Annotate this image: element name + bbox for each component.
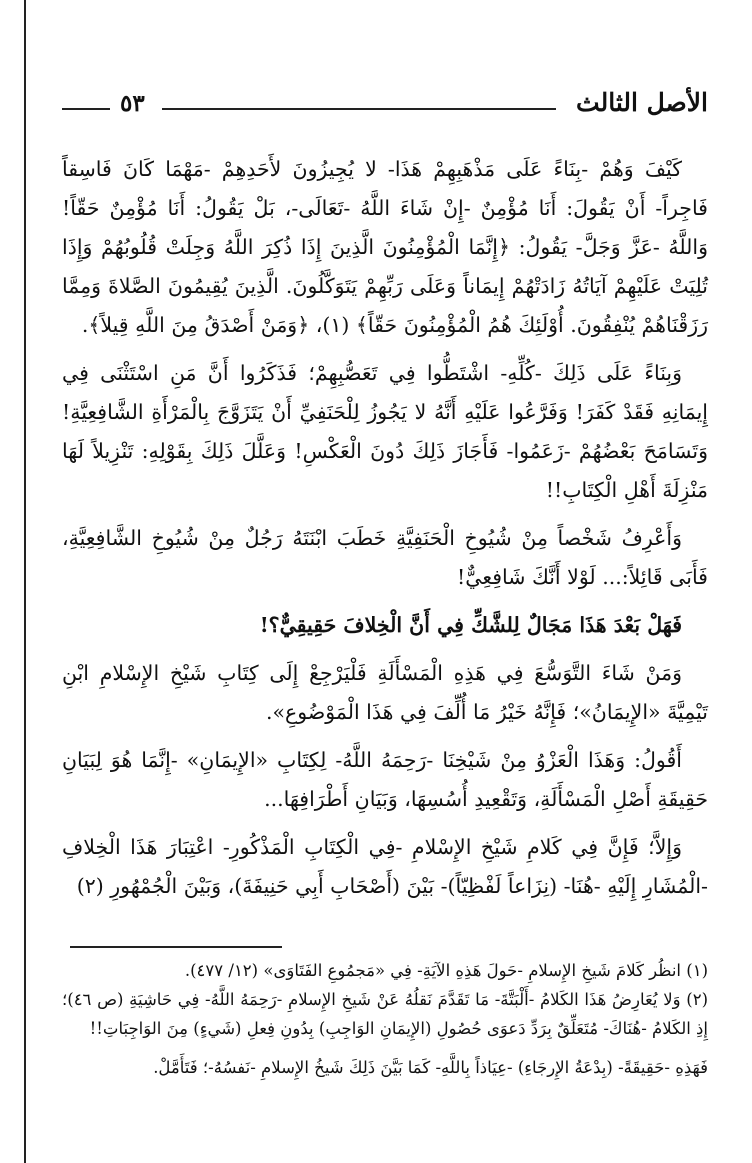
paragraph-1: كَيْفَ وَهُمْ -بِنَاءً عَلَى مَذْهَبِهِمْ هَذَا- لا يُجِيزُونَ لأَحَدِهِمْ -مَهْمَا كَانَ فَاسِقاً فَاجِراً- أَنْ يَقُولَ: أَنَا مُؤْمِنٌ -إِنْ شَاءَ اللَّهُ -تَعَالَى-، بَلْ يَقُولُ: أَنَا مُؤْمِنٌ حَقّاً! وَاللَّهُ -عَزَّ وَجَلَّ- يَقُولُ: ﴿إِنَّمَا الْمُؤْمِنُونَ الَّذِينَ إِذَا ذُكِرَ اللَّهُ وَجِلَتْ قُلُوبُهُمْ وَإِذَا تُلِيَتْ عَلَيْهِمْ آيَاتُهُ زَادَتْهُمْ إِيمَاناً وَعَلَى رَبِّهِمْ يَتَوَكَّلُونَ. الَّذِينَ يُقِيمُونَ الصَّلاةَ وَمِمَّا رَزَقْنَاهُمْ يُنْفِقُونَ. أُوْلَئِكَ هُمُ الْمُؤْمِنُونَ حَقّاً﴾ (١)، ﴿وَمَنْ أَصْدَقُ مِنَ اللَّهِ قِيلاً﴾.: [62, 157, 708, 337]
footnote-2: (٢) وَلا يُعَارِضُ هَذَا الكَلامُ -أَلْبَتَّةَ- مَا تَقَدَّمَ نَقلُهُ عَنْ شَيخِ الإِسلامِ -رَحِمَهُ اللَّهُ- فِي حَاشِيَةِ (ص ٤٦)؛ إِذِ الكَلامُ -هُنَاكَ- مُتَعَلِّقٌ بِرَدِّ دَعوَى حُصُولِ (الإِيمَانِ الوَاجِبِ) بِدُونِ فِعلِ (شَيءٍ) مِنَ الوَاجِبَاتِ!!: [62, 990, 708, 1038]
footnotes: [62, 956, 708, 1082]
paragraph-2: وَبِنَاءً عَلَى ذَلِكَ -كُلِّهِ- اشْتَطُّوا فِي تَعَصُّبِهِمْ؛ فَذَكَرُوا أَنَّ مَنِ اسْتَثْنَى فِي إِيمَانِهِ فَقَدْ كَفَرَ! وَفَرَّعُوا عَلَيْهِ أَنَّهُ لا يَجُوزُ لِلْحَنَفِيِّ أَنْ يَتَزَوَّجَ بِالْمَرْأَةِ الشَّافِعِيَّةِ! وَتَسَامَحَ بَعْضُهُمْ -زَعَمُوا- فَأَجَازَ ذَلِكَ دُونَ الْعَكْسِ! وَعَلَّلَ ذَلِكَ بِقَوْلِهِ: تَنْزِيلاً لَهَا مَنْزِلَةَ أَهْلِ الْكِتَابِ!!: [62, 361, 708, 502]
main-text: [62, 150, 708, 909]
paragraph-5: وَمَنْ شَاءَ التَّوَسُّعَ فِي هَذِهِ الْمَسْأَلَةِ فَلْيَرْجِعْ إِلَى كِتَابِ شَيْخِ الإِسْلامِ ابْنِ تَيْمِيَّةَ «الإِيمَانُ»؛ فَإِنَّهُ خَيْرُ مَا أُلِّفَ فِي هَذَا الْمَوْضُوعِ».: [62, 661, 708, 724]
header-rule-end: [62, 108, 110, 110]
running-header: [62, 88, 708, 128]
paragraph-6: أَقُولُ: وَهَذَا الْعَزْوُ مِنْ شَيْخِنَا -رَحِمَهُ اللَّهُ- لِكِتَابِ «الإِيمَانِ» -إِنَّمَا هُوَ لِبَيَانِ حَقِيقَةِ أَصْلِ الْمَسْأَلَةِ، وَتَقْعِيدِ أُسُسِهَا، وَبَيَانِ أَطْرَافِهَا...: [62, 748, 708, 811]
paragraph-7: وَإِلاَّ؛ فَإِنَّ فِي كَلامِ شَيْخِ الإِسْلامِ -فِي الْكِتَابِ الْمَذْكُورِ- اعْتِبَارَ هَذَا الْخِلافِ -الْمُشَارِ إِلَيْهِ -هُنَا- (نِزَاعاً لَفْظِيّاً)- بَيْنَ (أَصْحَابِ أَبِي حَنِيفَةَ)، وَبَيْنَ الْجُمْهُورِ (٢): [62, 835, 708, 898]
footnote-separator: [70, 946, 282, 948]
paragraph-3: وَأَعْرِفُ شَخْصاً مِنْ شُيُوخِ الْحَنَفِيَّةِ خَطَبَ ابْنَتَهُ رَجُلٌ مِنْ شُيُوخِ الشَّافِعِيَّةِ، فَأَبَى قَائِلاً:... لَوْلا أَنَّكَ شَافِعِيٌّ!: [62, 526, 708, 589]
chapter-title: الأصل الثالث: [576, 88, 708, 117]
footnote-2-continuation: فَهَذِهِ -حَقِيقَةً- (بِدْعَةُ الإِرجَاءِ) -عِيَاذاً بِاللَّهِ- كَمَا بَيَّنَ ذَلِكَ شَيخُ الإِسلامِ -نَفسُهُ-؛ فَتَأَمَّلْ.: [153, 1058, 708, 1077]
paragraph-4: فَهَلْ بَعْدَ هَذَا مَجَالٌ لِلشَّكِّ فِي أَنَّ الْخِلافَ حَقِيقِيٌّ؟!: [259, 613, 682, 637]
page-edge-line: [24, 0, 26, 1163]
page-number: ٥٣: [120, 90, 145, 117]
header-rule: [162, 108, 556, 110]
footnote-gap: [62, 1043, 708, 1053]
book-page: [62, 0, 708, 1163]
footnote-1: (١) انظُر كَلامَ شَيخِ الإِسلامِ -حَولَ هَذِهِ الآيَةِ- فِي «مَجمُوعِ الفَتَاوَى» (١٢/ ٤٧٧).: [184, 961, 708, 980]
